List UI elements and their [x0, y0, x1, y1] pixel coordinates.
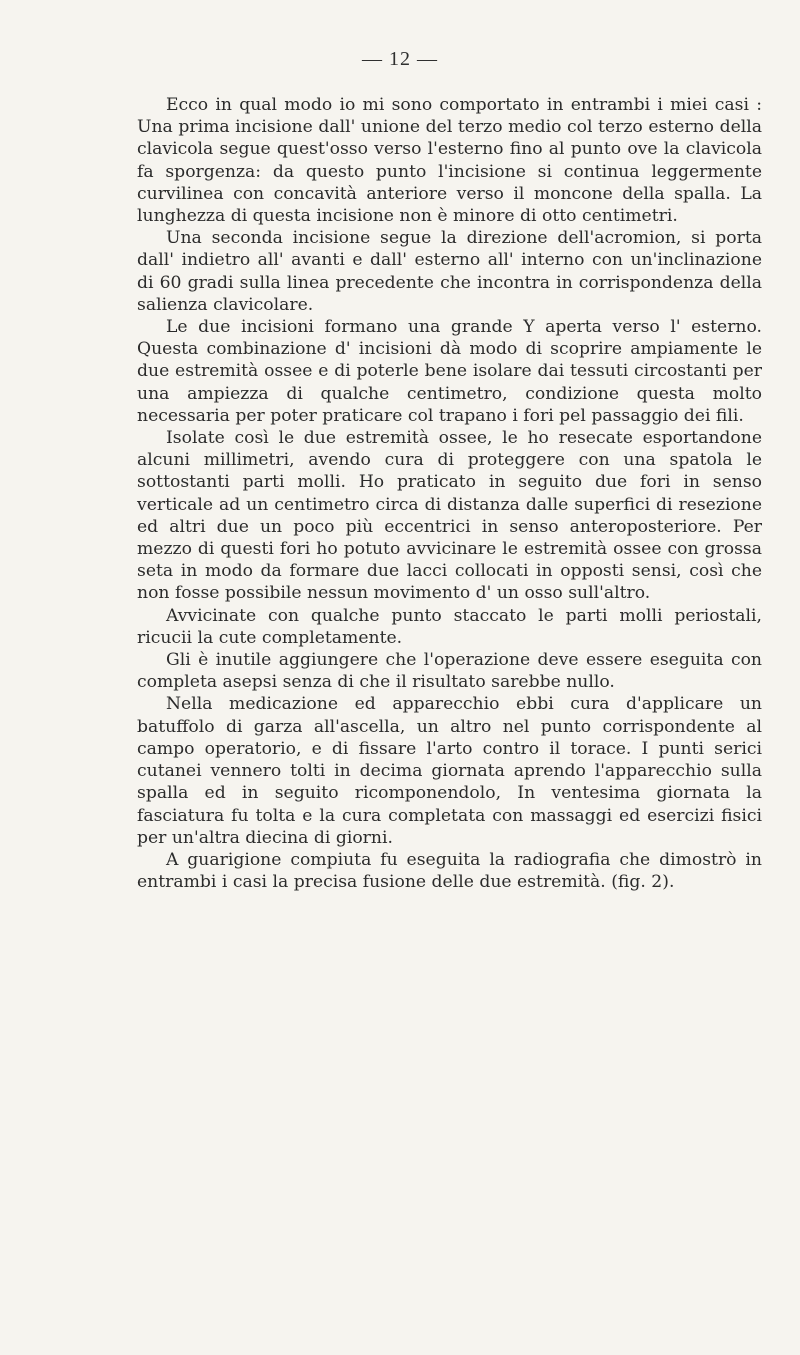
paragraph: A guarigione compiuta fu eseguita la radiografia che dimostrò in entrambi i casi la precisa fusione delle due estremità. (fig. 2). [137, 849, 762, 893]
paragraph: Nella medicazione ed apparecchio ebbi cura d'applicare un batuffolo di garza all'ascella, un altro nel punto corrispondente al campo operatorio, e di fissare l'arto contro il torace. I punti serici cutanei vennero tolti in decima giornata aprendo l'apparecchio sulla spalla ed in seguito ricomponendolo, In ventesima giornata la fasciatura fu tolta e la cura completata con massaggi ed esercizi fisici per un'altra diecina di giorni. [137, 694, 762, 848]
page-number: — 12 — [362, 48, 438, 70]
paragraph: Gli è inutile aggiungere che l'operazione deve essere eseguita con completa asepsi senza di che il risultato sarebbe nullo. [137, 650, 762, 693]
body-text [137, 94, 762, 893]
paragraph: Isolate così le due estremità ossee, le ho resecate esportandone alcuni millimetri, avendo cura di proteggere con una spatola le sottostanti parti molli. Ho praticato in seguito due fori in senso verticale ad un centimetro circa di distanza dalle superfici di resezione ed altri due un poco più eccentrici in senso anteroposteriore. Per mezzo di questi fori ho potuto avvicinare le estremità ossee con grossa seta in modo da formare due lacci collocati in opposti sensi, così che non fosse possibile nessun movimento d' un osso sull'altro. [137, 428, 762, 604]
paragraph: Una seconda incisione segue la direzione dell'acromion, si porta dall' indietro all' avanti e dall' esterno all' interno con un'inclinazione di 60 gradi sulla linea precedente che incontra in corrispondenza della salienza clavicolare. [137, 228, 762, 315]
paragraph: Ecco in qual modo io mi sono comportato in entrambi i miei casi : Una prima incisione dall' unione del terzo medio col terzo esterno della clavicola segue quest'osso verso l'esterno fino al punto ove la clavicola fa sporgenza: da questo punto l'incisione si continua leggermente curvilinea con concavità anteriore verso il moncone della spalla. La lunghezza di questa incisione non è minore di otto centimetri. [137, 95, 762, 227]
paragraph: Le due incisioni formano una grande Y aperta verso l' esterno. Questa combinazione d' incisioni dà modo di scoprire ampiamente le due estremità ossee e di poterle bene isolare dai tessuti circostanti per una ampiezza di qualche centimetro, condizione questa molto necessaria per poter praticare col trapano i fori pel passaggio dei fili. [137, 317, 762, 426]
paragraph: Avvicinate con qualche punto staccato le parti molli periostali, ricucii la cute completamente. [137, 605, 762, 648]
